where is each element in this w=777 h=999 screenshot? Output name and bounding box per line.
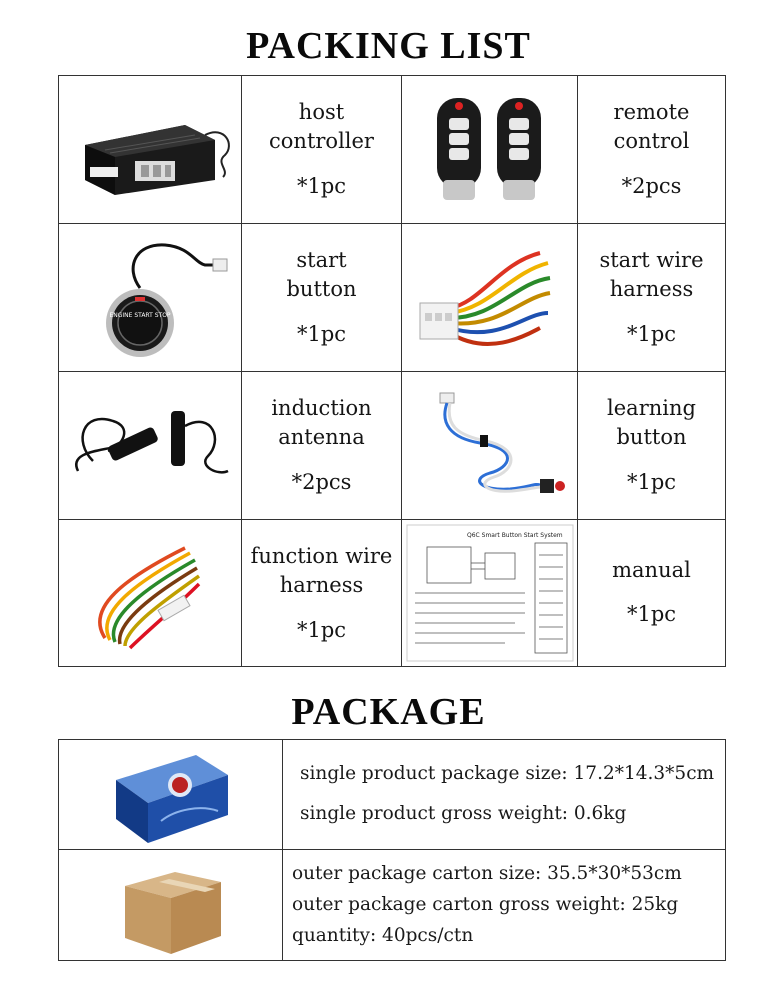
single-package-info xyxy=(284,740,725,849)
outer-package-quantity: quantity: 40pcs/ctn xyxy=(292,925,474,946)
outer-package-info xyxy=(284,850,725,961)
manual-text xyxy=(578,520,725,666)
start-button-text xyxy=(242,224,402,372)
remote-control-text xyxy=(578,76,725,224)
product-box-image xyxy=(59,740,283,849)
item-name: button xyxy=(616,425,687,449)
item-name: manual xyxy=(612,558,691,582)
packing-list-title: PACKING LIST xyxy=(246,25,531,67)
item-name: antenna xyxy=(278,425,365,449)
button-label: ENGINE START STOP xyxy=(109,311,171,319)
function-wire-harness-image xyxy=(59,520,242,666)
start-wire-harness-image xyxy=(402,224,578,372)
item-name: learning xyxy=(607,396,696,420)
item-name: controller xyxy=(269,129,374,153)
packing-list-table xyxy=(58,75,726,667)
function-wire-harness-text xyxy=(242,520,402,666)
item-name: function wire xyxy=(250,544,393,568)
item-name: start xyxy=(296,248,347,272)
single-package-size: single product package size: 17.2*14.3*5cm xyxy=(300,763,715,784)
item-quantity: *1pc xyxy=(296,618,347,642)
item-name: induction xyxy=(271,396,372,420)
package-title: PACKAGE xyxy=(291,691,486,733)
host-controller-text xyxy=(242,76,402,224)
single-package-row xyxy=(59,740,725,850)
item-quantity: *1pc xyxy=(296,174,347,198)
item-quantity: *1pc xyxy=(296,322,347,346)
item-quantity: *2pcs xyxy=(291,470,352,494)
item-quantity: *1pc xyxy=(626,602,677,626)
item-quantity: *1pc xyxy=(626,470,677,494)
start-button-image xyxy=(59,224,242,372)
host-controller-image xyxy=(59,76,242,224)
item-name: remote xyxy=(613,100,690,124)
item-name: control xyxy=(613,129,690,153)
item-quantity: *1pc xyxy=(626,322,677,346)
outer-package-weight: outer package carton gross weight: 25kg xyxy=(292,894,679,915)
manual-image xyxy=(402,520,578,666)
learning-button-text xyxy=(578,372,725,520)
remote-control-image xyxy=(402,76,578,224)
item-name: harness xyxy=(609,277,694,301)
learning-button-image xyxy=(402,372,578,520)
item-name: start wire xyxy=(599,248,704,272)
induction-antenna-image xyxy=(59,372,242,520)
item-quantity: *2pcs xyxy=(621,174,682,198)
item-name: button xyxy=(286,277,357,301)
package-table xyxy=(58,739,726,961)
outer-package-size: outer package carton size: 35.5*30*53cm xyxy=(292,863,682,884)
start-wire-harness-text xyxy=(578,224,725,372)
manual-heading: Q6C Smart Button Start System xyxy=(466,532,563,539)
outer-package-row xyxy=(59,850,725,961)
item-name: harness xyxy=(279,573,364,597)
single-package-weight: single product gross weight: 0.6kg xyxy=(300,803,627,824)
induction-antenna-text xyxy=(242,372,402,520)
carton-image xyxy=(59,850,283,961)
item-name: host xyxy=(298,100,345,124)
